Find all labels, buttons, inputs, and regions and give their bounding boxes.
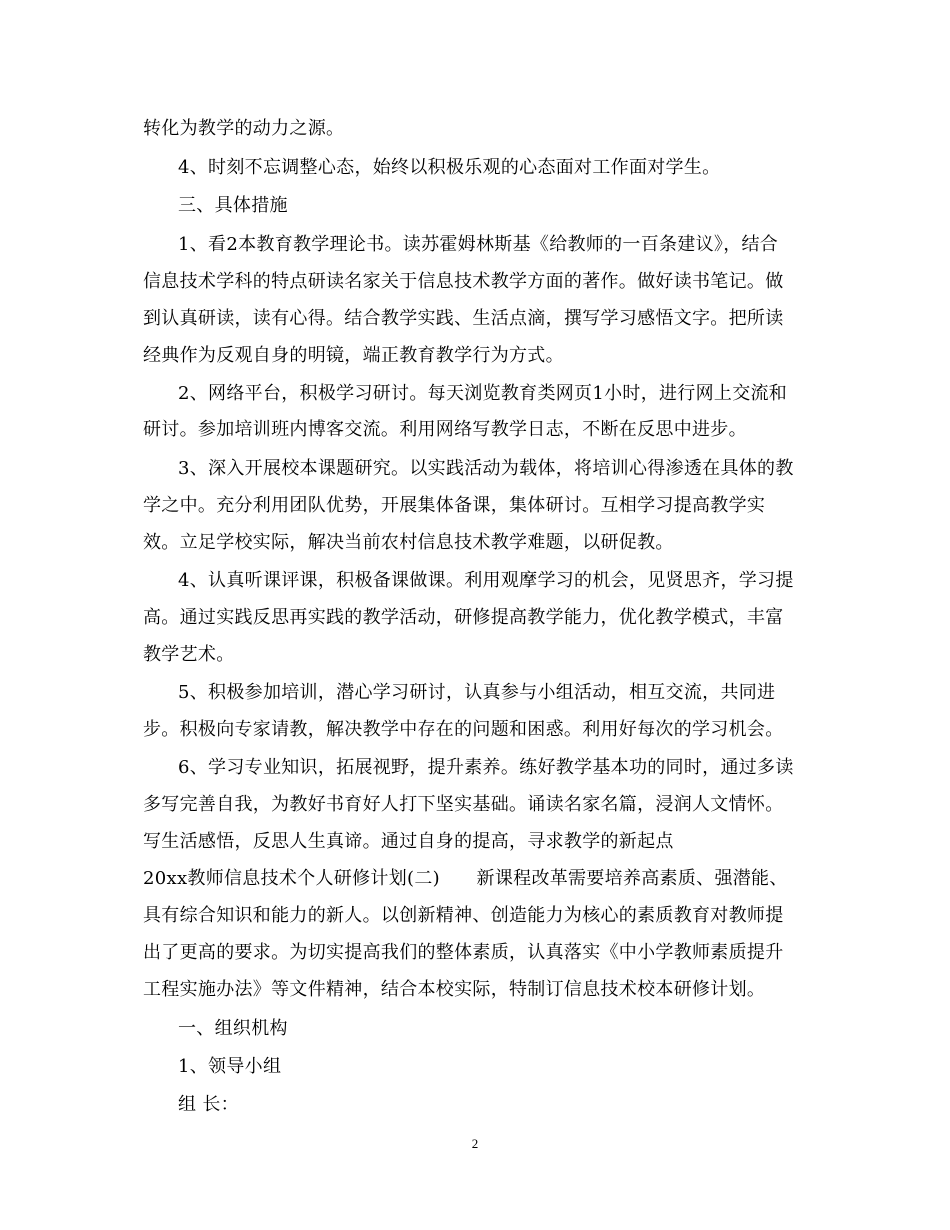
section-heading: 一、组织机构 (178, 1018, 288, 1039)
text-line: 步。积极向专家请教，解决教学中存在的问题和困惑。利用好每次的学习机会。 (143, 719, 784, 740)
text-line: 多写完善自我，为教好书育好人打下坚实基础。诵读名家名篇，浸润人文情怀。 (143, 794, 784, 815)
text-line: 组 长： (178, 1094, 239, 1115)
text-line: 到认真研读，读有心得。结合教学实践、生活点滴，撰写学习感悟文字。把所读 (143, 308, 784, 329)
text-line: 学之中。充分利用团队优势，开展集体备课，集体研讨。互相学习提高教学实 (143, 495, 766, 516)
text-line: 转化为教学的动力之源。 (143, 118, 345, 139)
page-number: 2 (471, 1136, 479, 1151)
text-line: 4、时刻不忘调整心态，始终以积极乐观的心态面对工作面对学生。 (178, 157, 721, 178)
text-line: 20xx教师信息技术个人研修计划(二) 新课程改革需要培养高素质、强潜能、 (143, 868, 788, 889)
text-line: 3、深入开展校本课题研究。以实践活动为载体，将培训心得渗透在具体的教 (178, 458, 794, 479)
text-line: 研讨。参加培训班内博客交流。利用网络写教学日志，不断在反思中进步。 (143, 419, 747, 440)
text-line: 经典作为反观自身的明镜，端正教育教学行为方式。 (143, 345, 564, 366)
text-line: 4、认真听课评课，积极备课做课。利用观摩学习的机会，见贤思齐，学习提 (178, 570, 794, 591)
text-line: 工程实施办法》等文件精神，结合本校实际，特制订信息技术校本研修计划。 (143, 979, 766, 1000)
text-line: 6、学习专业知识，拓展视野，提升素养。练好教学基本功的同时，通过多读 (178, 757, 794, 778)
text-line: 出了更高的要求。为切实提高我们的整体素质，认真落实《中小学教师素质提升 (143, 942, 784, 963)
text-line: 效。立足学校实际，解决当前农村信息技术教学难题，以研促教。 (143, 532, 674, 553)
text-line: 5、积极参加培训，潜心学习研讨，认真参与小组活动，相互交流，共同进 (178, 682, 776, 703)
section-heading: 三、具体措施 (178, 195, 288, 216)
text-line: 具有综合知识和能力的新人。以创新精神、创造能力为核心的素质教育对教师提 (143, 905, 784, 926)
text-line: 1、看2本教育教学理论书。读苏霍姆林斯基《给教师的一百条建议》，结合 (178, 234, 779, 255)
text-line: 2、网络平台，积极学习研讨。每天浏览教育类网页1小时，进行网上交流和 (178, 383, 788, 404)
text-line: 高。通过实践反思再实践的教学活动，研修提高教学能力，优化教学模式，丰富 (143, 607, 784, 628)
text-line: 信息技术学科的特点研读名家关于信息技术教学方面的著作。做好读书笔记。做 (143, 271, 784, 292)
text-line: 1、领导小组 (178, 1056, 282, 1077)
text-line: 教学艺术。 (143, 644, 235, 665)
text-line: 写生活感悟，反思人生真谛。通过自身的提高，寻求教学的新起点 (143, 831, 674, 852)
